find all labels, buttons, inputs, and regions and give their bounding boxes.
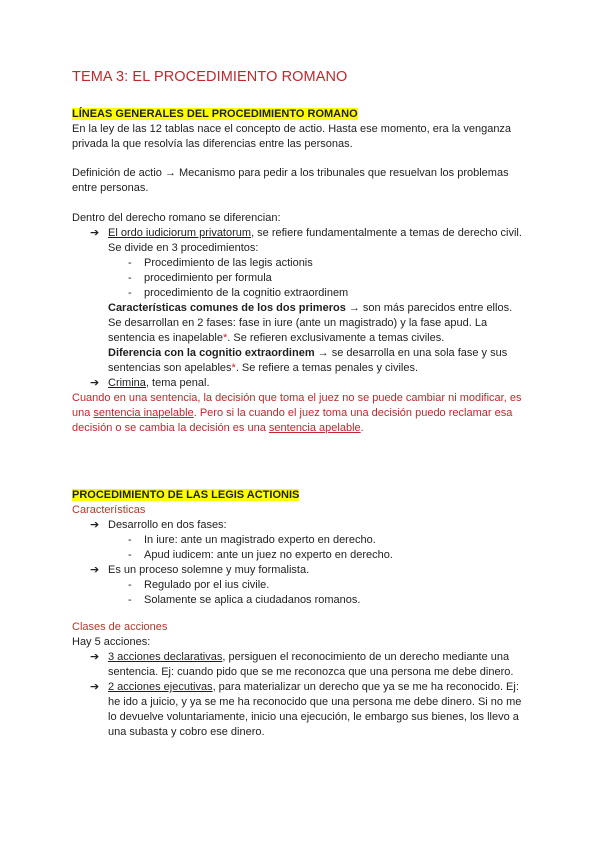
bullet-text: . Se refieren exclusivamente a temas civiles. — [227, 332, 445, 344]
section-heading-lineas-generales — [72, 107, 358, 122]
right-arrow-bullet-icon: ➔ — [90, 227, 100, 239]
note-text: una — [72, 407, 94, 419]
list-item: Apud iudicem: ante un juez no experto en derecho. — [144, 549, 393, 561]
list-item: Procedimiento de las legis actionis — [144, 257, 313, 269]
subheading-caracteristicas: Características — [72, 504, 146, 516]
asterisk-mark: * — [231, 362, 236, 374]
dash-bullet-icon: - — [128, 272, 132, 284]
bullet-line: Desarrollo en dos fases: — [108, 519, 227, 531]
right-arrow-bullet-icon: ➔ — [90, 377, 100, 389]
bullet-line: una subasta y cobro ese dinero. — [108, 726, 265, 738]
note-line: Cuando en una sentencia, la decisión que toma el juez no se puede cambiar ni modificar, es — [72, 392, 522, 404]
bullet-text: , tema penal. — [145, 377, 210, 389]
underlined-term: sentencia inapelable — [93, 407, 194, 419]
highlighted-heading-text: LÍNEAS GENERALES DEL PROCEDIMIENTO ROMANO — [72, 108, 358, 120]
underlined-term: 3 acciones declarativas — [108, 651, 223, 663]
paragraph-line: Dentro del derecho romano se diferencian: — [72, 212, 281, 224]
list-item: procedimiento de la cognitio extraordinem — [144, 287, 349, 299]
bullet-line: he ido a juicio, y ya se me ha reconocido que una persona me debe dinero. Si no me — [108, 696, 522, 708]
bullet-text: , persiguen el reconocimiento de un derecho mediante una — [222, 651, 510, 663]
right-arrow-bullet-icon: ➔ — [90, 519, 100, 531]
paragraph-line: Hay 5 acciones: — [72, 636, 151, 648]
bullet-text: sentencias son apelables — [108, 362, 232, 374]
underlined-term: El ordo iudiciorum privatorum — [108, 227, 252, 239]
underlined-term: Crimina — [108, 377, 146, 389]
bullet-line — [108, 361, 418, 376]
paragraph-line: privada la que resolvía las diferencias entre las personas. — [72, 138, 353, 150]
dash-bullet-icon: - — [128, 257, 132, 269]
bullet-text: son más parecidos entre ellos. — [359, 302, 513, 314]
dash-bullet-icon: - — [128, 549, 132, 561]
paragraph-line: entre personas. — [72, 182, 149, 194]
underlined-term: 2 acciones ejecutivas — [108, 681, 213, 693]
bullet-line: lo devuelve voluntariamente, inicio una ejecución, le embargo sus bienes, los llevo a — [108, 711, 519, 723]
subheading-clases-de-acciones: Clases de acciones — [72, 621, 168, 633]
list-item: In iure: ante un magistrado experto en derecho. — [144, 534, 376, 546]
paragraph-line: En la ley de las 12 tablas nace el concepto de actio. Hasta ese momento, era la venganza — [72, 123, 512, 135]
bullet-line: Se desarrollan en 2 fases: fase in iure (ante un magistrado) y la fase apud. La — [108, 317, 488, 329]
bullet-text: , para materializar un derecho que ya se me ha reconocido. Ej: — [212, 681, 519, 693]
bullet-line: sentencia. Ej: cuando pido que se me reconozca que una persona me debe dinero. — [108, 666, 514, 678]
note-text: . — [360, 422, 364, 434]
highlighted-heading-text: PROCEDIMIENTO DE LAS LEGIS ACTIONIS — [72, 489, 300, 501]
bold-term: Características comunes de los dos primeros → — [108, 302, 360, 314]
list-item: Solamente se aplica a ciudadanos romanos. — [144, 594, 361, 606]
underlined-term: sentencia apelable — [268, 422, 361, 434]
bullet-line — [108, 346, 507, 361]
bullet-text: sentencia es inapelable — [108, 332, 223, 344]
dash-bullet-icon: - — [128, 579, 132, 591]
right-arrow-bullet-icon: ➔ — [90, 564, 100, 576]
note-text: . Pero si la cuando el juez toma una decisión puedo reclamar esa — [193, 407, 513, 419]
list-item: Regulado por el ius civile. — [144, 579, 270, 591]
right-arrow-bullet-icon: ➔ — [90, 681, 100, 693]
dash-bullet-icon: - — [128, 287, 132, 299]
bullet-line: Es un proceso solemne y muy formalista. — [108, 564, 310, 576]
bullet-line — [108, 301, 512, 316]
bullet-line — [108, 331, 444, 346]
note-line — [72, 421, 364, 436]
bullet-line — [108, 226, 522, 241]
bullet-line — [108, 680, 519, 695]
bold-term: Diferencia con la cognitio extraordinem → — [108, 347, 329, 359]
dash-bullet-icon: - — [128, 534, 132, 546]
list-item: procedimiento per formula — [144, 272, 272, 284]
dash-bullet-icon: - — [128, 594, 132, 606]
bullet-line — [108, 376, 210, 391]
bullet-text: se desarrolla en una sola fase y sus — [328, 347, 508, 359]
bullet-line — [108, 650, 509, 665]
note-line — [72, 406, 512, 421]
section-heading-legis-actionis — [72, 488, 299, 503]
bullet-text: , se refiere fundamentalmente a temas de derecho civil. — [251, 227, 522, 239]
note-text: decisión o se cambia la decisión es una — [72, 422, 269, 434]
bullet-line: Se divide en 3 procedimientos: — [108, 242, 259, 254]
right-arrow-bullet-icon: ➔ — [90, 651, 100, 663]
paragraph-line: Definición de actio → Mecanismo para pedir a los tribunales que resuelvan los problemas — [72, 167, 509, 179]
asterisk-mark: * — [222, 332, 228, 344]
page-title: TEMA 3: EL PROCEDIMIENTO ROMANO — [72, 69, 348, 85]
bullet-text: . Se refiere a temas penales y civiles. — [235, 362, 419, 374]
